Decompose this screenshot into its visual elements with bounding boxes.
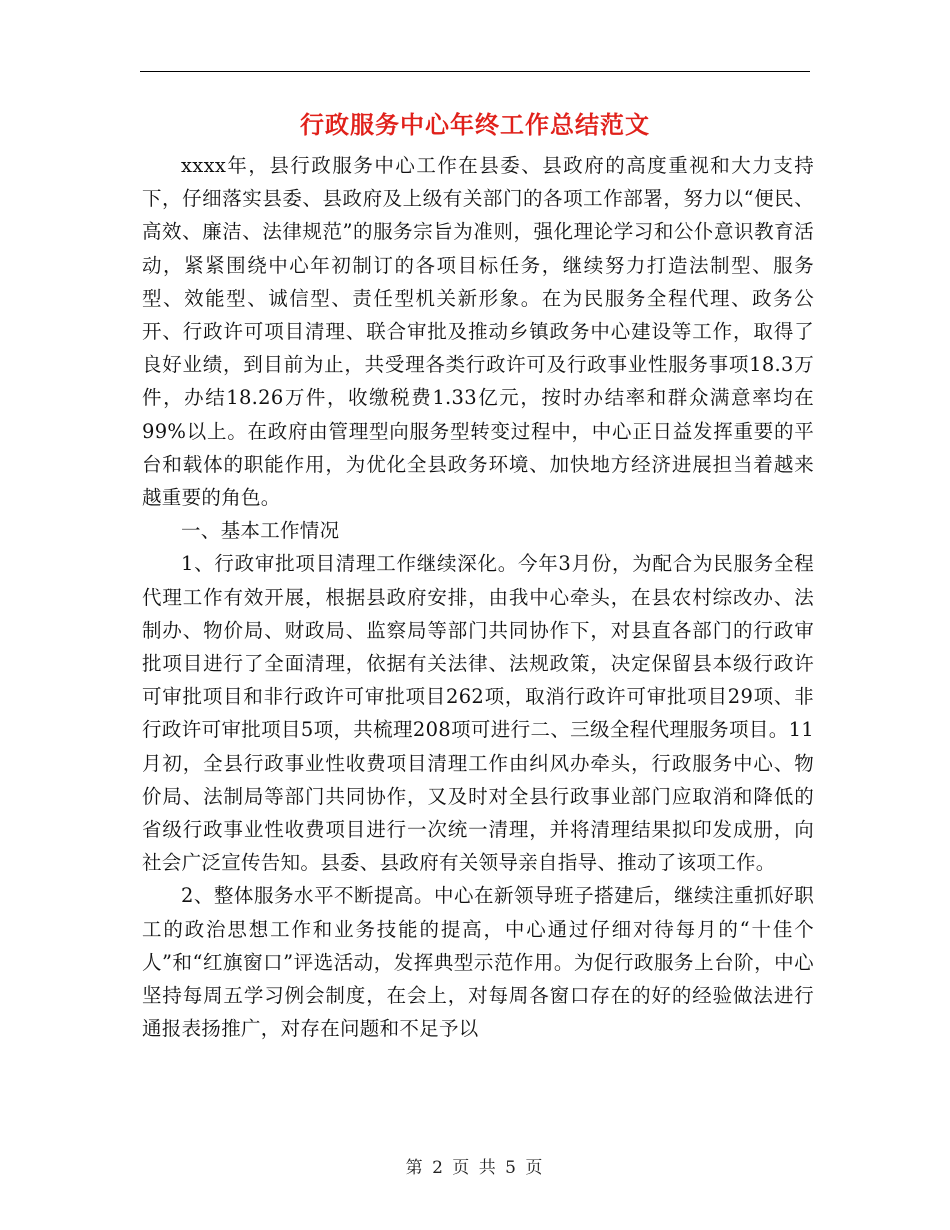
intro-paragraph: xxxx年，县行政服务中心工作在县委、县政府的高度重视和大力支持下，仔细落实县委、县政府及上级有关部门的各项工作部署，努力以“便民、高效、廉洁、法律规范”的服务宗旨为准则，强化理论学习和公仆意识教育活动，紧紧围绕中心年初制订的各项目标任务，继续努力打造法制型、服务型、效能型、诚信型、责任型机关新形象。在为民服务全程代理、政务公开、行政许可项目清理、联合审批及推动乡镇政务中心建设等工作，取得了良好业绩，到目前为止，共受理各类行政许可及行政事业性服务事项18.3万件，办结18.26万件，收缴税费1.33亿元，按时办结率和群众满意率均在99%以上。在政府由管理型向服务型转变过程中，中心正日益发挥重要的平台和载体的职能作用，为优化全县政务环境、加快地方经济进展担当着越来越重要的角色。 [142,154,814,510]
header-rule [140,71,810,72]
page-number: 第 2 页 共 5 页 [405,1158,545,1178]
document-body [142,149,814,1045]
section-heading: 一、基本工作情况 [181,519,340,543]
body-paragraph: 2、整体服务水平不断提高。中心在新领导班子搭建后，继续注重抓好职工的政治思想工作和业务技能的提高，中心通过仔细对待每月的“十佳个人”和“红旗窗口”评选活动，发挥典型示范作用。为促行政服务上台阶，中心坚持每周五学习例会制度，在会上，对每周各窗口存在的好的经验做法进行通报表扬推广，对存在问题和不足予以 [142,884,814,1041]
document-title: 行政服务中心年终工作总结范文 [300,110,650,139]
body-paragraph: 1、行政审批项目清理工作继续深化。今年3月份，为配合为民服务全程代理工作有效开展，根据县政府安排，由我中心牵头，在县农村综改办、法制办、物价局、财政局、监察局等部门共同协作下，对县直各部门的行政审批项目进行了全面清理，依据有关法律、法规政策，决定保留县本级行政许可审批项目和非行政许可审批项目262项，取消行政许可审批项目29项、非行政许可审批项目5项，共梳理208项可进行二、三级全程代理服务项目。11月初，全县行政事业性收费项目清理工作由纠风办牵头，行政服务中心、物价局、法制局等部门共同协作，又及时对全县行政事业部门应取消和降低的省级行政事业性收费项目进行一次统一清理，并将清理结果拟印发成册，向社会广泛宣传告知。县委、县政府有关领导亲自指导、推动了该项工作。 [142,552,814,875]
